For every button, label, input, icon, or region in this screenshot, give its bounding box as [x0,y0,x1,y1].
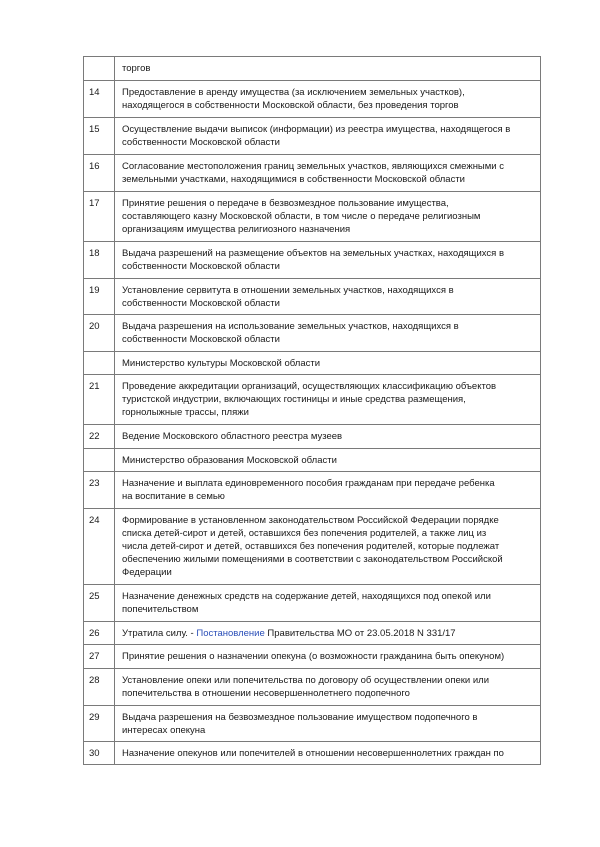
row-number-cell [84,706,115,742]
table-row [84,155,541,192]
row-number: 28 [89,675,100,686]
table-row [84,279,541,315]
table-row [84,242,541,279]
row-text-cell [115,375,541,425]
row-number-cell [84,118,115,155]
table-row [84,315,541,352]
row-text-cell [115,645,541,669]
row-number-cell [84,472,115,509]
row-text: Назначение опекунов или попечителей в отношении несовершеннолетних граждан по [122,748,504,759]
row-number: 27 [89,651,100,662]
row-text-cell [115,742,541,765]
row-text [115,622,540,640]
row-text: Установление опеки или попечительства по договору об осуществлении опеки или попечительства в отношении несовершеннолетнего подопечного [122,675,490,699]
row-text-cell [115,81,541,118]
row-number-cell [84,242,115,279]
row-text: торгов [122,63,151,74]
row-number-cell [84,375,115,425]
row-number-cell [84,155,115,192]
table-row section-header-row [84,449,541,472]
row-text: Принятие решения о передаче в безвозмездное пользование имущества, составляющего казну Московской области, в том числе о передаче религиозным организациям имущества религиозного назначения [122,198,481,235]
row-number-cell [84,315,115,352]
row-text-cell [115,472,541,509]
row-text: Назначение и выплата единовременного пособия гражданам при передаче ребенка на воспитание в семью [122,478,495,502]
row-number-cell [84,585,115,622]
table-row [84,81,541,118]
table-row [84,669,541,706]
row-number-cell [84,645,115,669]
row-text-cell [115,118,541,155]
row-number: 25 [89,591,100,602]
row-text: Осуществление выдачи выписок (информации) из реестра имущества, находящегося в собственности Московской области [122,124,511,148]
row-text-cell [115,279,541,315]
row-number: 16 [89,161,100,172]
table-row section-header-row [84,352,541,375]
row-text-cell [115,509,541,585]
table-row [84,622,541,645]
section-header-cell [115,449,541,472]
row-text-suffix: Правительства МО от 23.05.2018 N 331/17 [264,628,456,639]
table-row [84,192,541,242]
table-row [84,425,541,449]
row-text: Принятие решения о назначении опекуна (о возможности гражданина быть опекуном) [122,651,505,662]
row-text-cell [115,669,541,706]
section-title: Министерство культуры Московской области [122,358,321,369]
row-text: Выдача разрешений на размещение объектов на земельных участках, находящихся в собственности Московской области [122,248,505,272]
row-text: Выдача разрешения на использование земельных участков, находящихся в собственности Московской области [122,321,459,345]
row-number: 26 [89,628,100,639]
row-text: Ведение Московского областного реестра музеев [122,431,343,442]
row-number-cell [84,622,115,645]
row-number [84,352,114,357]
row-number-cell [84,742,115,765]
row-text-cell [115,585,541,622]
row-number-cell [84,425,115,449]
row-number: 29 [89,712,100,723]
table-row [84,645,541,669]
row-number: 30 [89,748,100,759]
row-number: 19 [89,285,100,296]
row-number-cell [84,81,115,118]
row-number: 15 [89,124,100,135]
row-number-cell [84,57,115,81]
table-row [84,509,541,585]
row-number: 17 [89,198,100,209]
row-text-cell [115,622,541,645]
row-text: Проведение аккредитации организаций, осуществляющих классификацию объектов туристской индустрии, включающих гостиницы и иные средства размещения, горнолыжные трассы, пляжи [122,381,497,418]
row-text-cell [115,242,541,279]
row-number-cell [84,192,115,242]
table-row [84,742,541,765]
section-header-cell [115,352,541,375]
row-number: 21 [89,381,100,392]
row-text: Выдача разрешения на безвозмездное пользование имуществом подопечного в интересах опекуна [122,712,478,736]
resolution-link[interactable]: Постановление [196,628,265,639]
row-number: 18 [89,248,100,259]
table-row [84,706,541,742]
row-number-cell [84,509,115,585]
row-text-cell [115,192,541,242]
row-number-cell [84,352,115,375]
row-number-cell [84,449,115,472]
row-number: 24 [89,515,100,526]
table-row [84,375,541,425]
row-text-cell [115,706,541,742]
row-text-cell [115,57,541,81]
table-row [84,472,541,509]
row-number-cell [84,669,115,706]
row-text: Формирование в установленном законодательством Российской Федерации порядке списка детей-сирот и детей, оставшихся без попечения родителей, а также лиц из числа детей-сирот и детей, оставшихся без попечения родителей, которые подлежат обеспечению жилыми помещениями в соответствии с законодательством Российской Федерации [122,515,503,578]
table-row [84,585,541,622]
table-row [84,118,541,155]
row-text-cell [115,425,541,449]
row-text: Установление сервитута в отношении земельных участков, находящихся в собственности Московской области [122,285,454,309]
row-number: 23 [89,478,100,489]
row-number: 22 [89,431,100,442]
services-table [83,56,541,765]
row-number: 20 [89,321,100,332]
row-number: 14 [89,87,100,98]
row-number [84,449,114,454]
table-row [84,57,541,81]
row-text-prefix: Утратила силу. - [122,628,197,639]
section-title: Министерство образования Московской области [122,455,337,466]
row-text: Согласование местоположения границ земельных участков, являющихся смежными с земельными участками, находящимися в собственности Московской области [122,161,504,185]
row-text-cell [115,155,541,192]
row-number [84,57,114,62]
row-number-cell [84,279,115,315]
row-text-cell [115,315,541,352]
row-text: Назначение денежных средств на содержание детей, находящихся под опекой или попечительством [122,591,491,615]
row-text: Предоставление в аренду имущества (за исключением земельных участков), находящегося в собственности Московской области, без проведения торгов [122,87,465,111]
